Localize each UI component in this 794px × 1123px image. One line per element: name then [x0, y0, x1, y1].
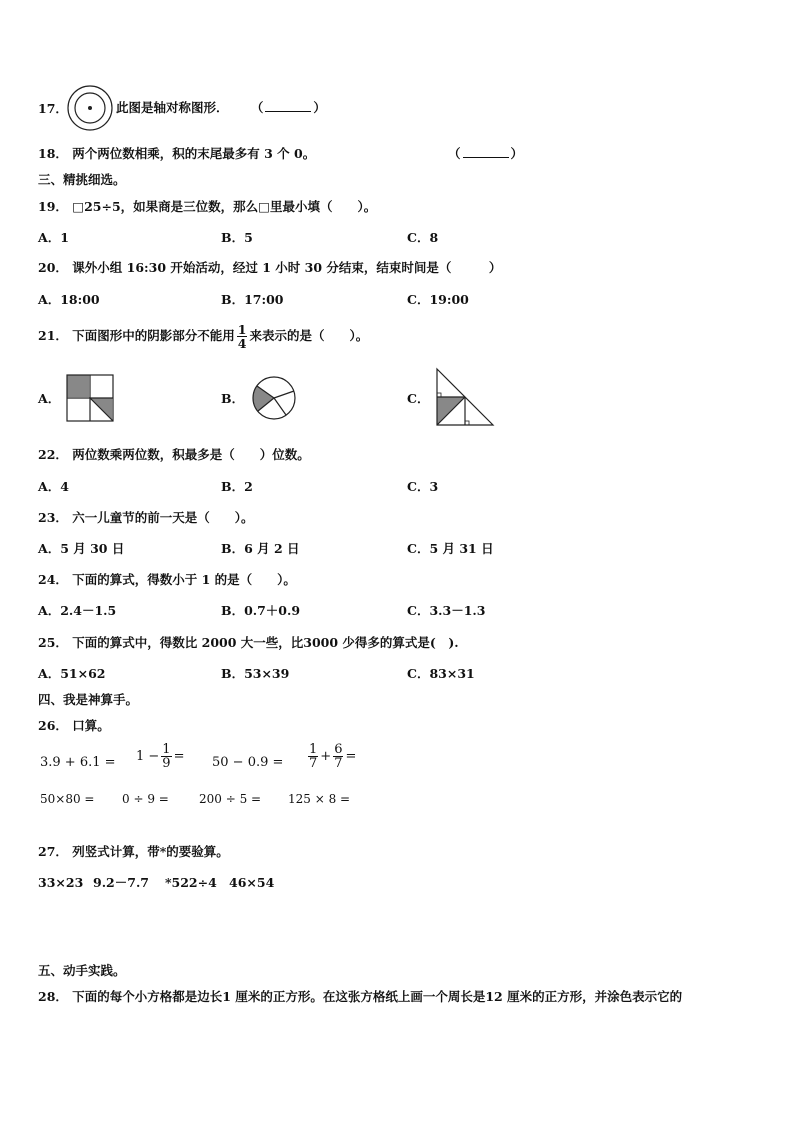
option-b[interactable]: B．2 — [221, 479, 253, 494]
fraction: $\frac{1}{7}$ — [309, 742, 318, 771]
mental-math-expression: 3.9 + 6.1 = — [40, 755, 116, 770]
question-20 — [38, 260, 501, 276]
fraction: $\frac{6}{7}$ — [334, 742, 343, 771]
question-text-after: 来表示的是（ ）。 — [249, 328, 369, 343]
option-b[interactable]: B．53×39 — [221, 666, 290, 681]
option-a[interactable]: A．2.4－1.5 — [38, 603, 117, 618]
calculation-item: 9.2－7.7 — [93, 875, 149, 890]
question-text-before: 下面图形中的阴影部分不能用 — [72, 328, 235, 343]
answer-paren-open: （ — [448, 146, 461, 161]
question-26 — [38, 718, 110, 734]
option-a-square-figure — [66, 374, 114, 422]
option-c[interactable]: C．3 — [407, 479, 439, 494]
question-number: 27． — [38, 844, 68, 859]
question-19 — [38, 199, 376, 215]
option-b[interactable]: B．17:00 — [221, 292, 284, 307]
question-number: 17． — [38, 101, 68, 116]
question-text: 此图是轴对称图形． — [116, 100, 229, 115]
question-text: 课外小组 16:30 开始活动，经过 1 小时 30 分结束，结束时间是（ ） — [72, 260, 502, 275]
option-c[interactable]: C．3.3－1.3 — [407, 603, 486, 618]
answer-paren-close: ） — [313, 100, 326, 115]
answer-blank[interactable] — [265, 100, 311, 112]
mental-math-expression: 0 ÷ 9 = — [122, 792, 169, 806]
option-b[interactable]: B．6 月 2 日 — [221, 541, 300, 556]
option-c[interactable]: C．8 — [407, 230, 439, 245]
question-number: 23． — [38, 510, 68, 525]
option-a[interactable]: A．18:00 — [38, 292, 100, 307]
question-number: 21． — [38, 328, 68, 343]
mental-math-expression: $\frac{1}{7}$ + $\frac{6}{7}$ = — [309, 742, 357, 771]
question-number: 28． — [38, 989, 68, 1004]
concentric-circles-figure — [66, 84, 114, 132]
option-a[interactable]: A．51×62 — [38, 666, 106, 681]
section-heading-5: 五、动手实践。 — [38, 963, 126, 978]
question-18 — [38, 146, 315, 162]
question-24 — [38, 572, 296, 588]
option-a[interactable]: A．1 — [38, 230, 69, 245]
mental-math-expression: 200 ÷ 5 = — [199, 792, 262, 806]
question-number: 24． — [38, 572, 68, 587]
fraction: $\frac{1}{9}$ — [162, 742, 171, 771]
option-c[interactable]: C．83×31 — [407, 666, 475, 681]
calculation-item: 33×23 — [38, 875, 84, 890]
question-18-answer — [448, 146, 523, 162]
question-17-text — [116, 100, 326, 116]
section-heading-3: 三、精挑细选。 — [38, 172, 126, 187]
answer-blank[interactable] — [463, 146, 509, 158]
option-b-circle-figure — [250, 374, 300, 422]
question-text: 列竖式计算，带*的要验算。 — [72, 844, 229, 859]
question-number: 25． — [38, 635, 68, 650]
question-17 — [38, 101, 68, 117]
question-number: 20． — [38, 260, 68, 275]
question-text: □25÷5，如果商是三位数，那么□里最小填（ ）。 — [72, 199, 377, 214]
mental-math-expression: 125 × 8 = — [288, 792, 351, 806]
question-number: 22． — [38, 447, 68, 462]
option-a[interactable]: A．5 月 30 日 — [38, 541, 125, 556]
option-a[interactable]: A． — [38, 391, 61, 406]
option-b[interactable]: B．5 — [221, 230, 253, 245]
option-a[interactable]: A．4 — [38, 479, 69, 494]
question-27 — [38, 844, 229, 860]
question-text: 口算。 — [72, 718, 110, 733]
answer-paren-close: ） — [510, 146, 524, 161]
question-text: 下面的算式，得数小于 1 的是（ ）。 — [72, 572, 296, 587]
question-number: 26． — [38, 718, 68, 733]
question-text: 六一儿童节的前一天是（ ）。 — [72, 510, 254, 525]
fraction-one-quarter: $\frac{1}{4}$ — [237, 322, 247, 351]
mental-math-expression: 50 − 0.9 = — [212, 755, 284, 770]
question-number: 19． — [38, 199, 68, 214]
question-text: 下面的每个小方格都是边长1 厘米的正方形。在这张方格纸上画一个周长是12 厘米的正方形，并涂色表示它的 — [72, 989, 683, 1004]
question-text: 两个两位数相乘，积的末尾最多有 3 个 0。 — [72, 146, 316, 161]
question-28 — [38, 989, 682, 1005]
option-b[interactable]: B．0.7＋0.9 — [221, 603, 301, 618]
option-c-triangle-figure — [434, 366, 496, 428]
question-text: 下面的算式中，得数比 2000 大一些，比3000 少得多的算式是( ). — [72, 635, 459, 650]
section-heading-4: 四、我是神算手。 — [38, 692, 139, 707]
option-b[interactable]: B． — [221, 391, 245, 406]
calculation-item: *522÷4 — [165, 875, 217, 890]
option-c[interactable]: C．19:00 — [407, 292, 469, 307]
question-23 — [38, 510, 254, 526]
option-c[interactable]: C．5 月 31 日 — [407, 541, 494, 556]
calculation-item: 46×54 — [229, 875, 275, 890]
question-number: 18． — [38, 146, 68, 161]
question-25 — [38, 635, 459, 651]
option-c[interactable]: C． — [407, 391, 430, 406]
mental-math-expression: 1 − $\frac{1}{9}$ = — [136, 742, 185, 771]
question-22 — [38, 447, 310, 463]
mental-math-expression: 50×80 = — [40, 792, 95, 806]
answer-paren-open: （ — [250, 100, 264, 115]
question-text: 两位数乘两位数，积最多是（ ）位数。 — [72, 447, 310, 462]
question-21 — [38, 320, 368, 352]
